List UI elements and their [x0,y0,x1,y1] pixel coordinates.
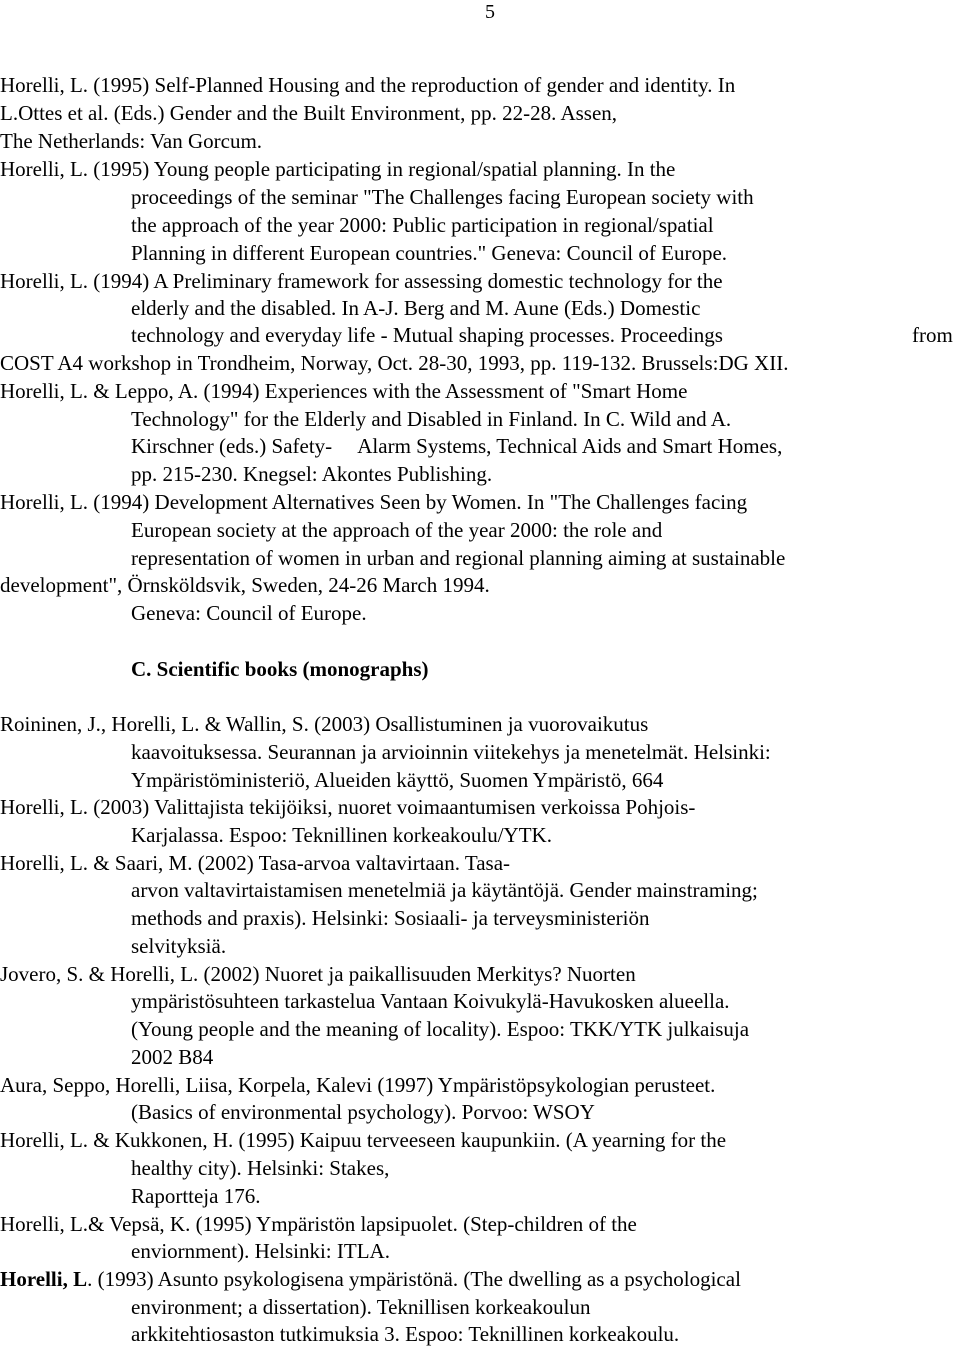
ref-line: (Young people and the meaning of locality). Espoo: TKK/YTK julkaisuja [131,1017,750,1041]
ref-line: (Basics of environmental psychology). Porvoo: WSOY [131,1100,595,1124]
ref-line: ympäristösuhteen tarkastelua Vantaan Koivukylä-Havukosken alueella. [131,989,730,1013]
ref-line: kaavoituksessa. Seurannan ja arvioinnin viitekehys ja menetelmät. Helsinki: [131,740,771,764]
ref-line: proceedings of the seminar "The Challenges facing European society with [131,185,754,209]
ref-line: The Netherlands: Van Gorcum. [0,129,263,153]
ref-line-rest: . (1993) Asunto psykologisena ympäristönä. (The dwelling as a psychological [87,1267,741,1291]
ref-line: Planning in different European countries." Geneva: Council of Europe. [131,241,728,265]
ref-line: environment; a dissertation). Teknillisen korkeakoulun [131,1295,591,1319]
ref-line: representation of women in urban and regional planning aiming at sustainable [131,546,786,570]
ref-line: technology and everyday life - Mutual shaping processes. Proceedings [131,323,723,347]
ref-line: healthy city). Helsinki: Stakes, [131,1156,390,1180]
ref-line: Horelli, L. & Leppo, A. (1994) Experiences with the Assessment of "Smart Home [0,379,688,403]
ref-line: Jovero, S. & Horelli, L. (2002) Nuoret ja paikallisuuden Merkitys? Nuorten [0,962,636,986]
ref-line: enviornment). Helsinki: ITLA. [131,1239,390,1263]
ref-line: development", Örnsköldsvik, Sweden, 24-26 March 1994. [0,573,490,597]
ref-line: Ympäristöministeriö, Alueiden käyttö, Suomen Ympäristö, 664 [131,768,664,792]
ref-line: methods and praxis). Helsinki: Sosiaali- ja terveysministeriön [131,906,650,930]
ref-line: Roininen, J., Horelli, L. & Wallin, S. (2003) Osallistuminen ja vuorovaikutus [0,712,649,736]
ref-line: arkkitehtiosaston tutkimuksia 3. Espoo: Teknillinen korkeakoulu. [131,1322,680,1346]
ref-line [0,1265,741,1293]
ref-line: Horelli, L. & Saari, M. (2002) Tasa-arvoa valtavirtaan. Tasa- [0,851,511,875]
ref-line: Horelli, L. (1995) Self-Planned Housing and the reproduction of gender and identity. In [0,73,736,97]
page-number: 5 [485,1,495,23]
ref-line: pp. 215-230. Knegsel: Akontes Publishing. [131,462,493,486]
section-heading: C. Scientific books (monographs) [131,657,429,681]
ref-line: Aura, Seppo, Horelli, Liisa, Korpela, Kalevi (1997) Ympäristöpsykologian perusteet. [0,1073,716,1097]
ref-line: Horelli, L. (1994) Development Alternatives Seen by Women. In "The Challenges facing [0,490,748,514]
ref-line: Horelli, L. (1995) Young people participating in regional/spatial planning. In the [0,157,676,181]
ref-line: Raportteja 176. [131,1184,261,1208]
ref-line: Karjalassa. Espoo: Teknillinen korkeakoulu/YTK. [131,823,552,847]
ref-author-bold: Horelli, L [0,1267,88,1291]
ref-line: Horelli, L. (1994) A Preliminary framework for assessing domestic technology for the [0,269,723,293]
ref-line: Technology" for the Elderly and Disabled in Finland. In C. Wild and A. [131,407,732,431]
ref-line: elderly and the disabled. In A-J. Berg and M. Aune (Eds.) Domestic [131,296,701,320]
ref-line: European society at the approach of the year 2000: the role and [131,518,663,542]
ref-line-from: from [912,323,953,347]
ref-line: arvon valtavirtaistamisen menetelmiä ja käytäntöjä. Gender mainstraming; [131,878,758,902]
ref-line: Kirschner (eds.) Safety- Alarm Systems, Technical Aids and Smart Homes, [131,434,783,458]
ref-line: Geneva: Council of Europe. [131,601,367,625]
ref-line: Horelli, L.& Vepsä, K. (1995) Ympäristön lapsipuolet. (Step-children of the [0,1212,637,1236]
ref-line: selvityksiä. [131,934,227,958]
ref-line: 2002 B84 [131,1045,214,1069]
ref-line: COST A4 workshop in Trondheim, Norway, Oct. 28-30, 1993, pp. 119-132. Brussels:DG XII. [0,351,789,375]
ref-line: Horelli, L. & Kukkonen, H. (1995) Kaipuu terveeseen kaupunkiin. (A yearning for the [0,1128,727,1152]
ref-line: L.Ottes et al. (Eds.) Gender and the Built Environment, pp. 22-28. Assen, [0,101,618,125]
ref-line: the approach of the year 2000: Public participation in regional/spatial [131,213,714,237]
ref-line: Horelli, L. (2003) Valittajista tekijöiksi, nuoret voimaantumisen verkoissa Pohjois- [0,795,696,819]
